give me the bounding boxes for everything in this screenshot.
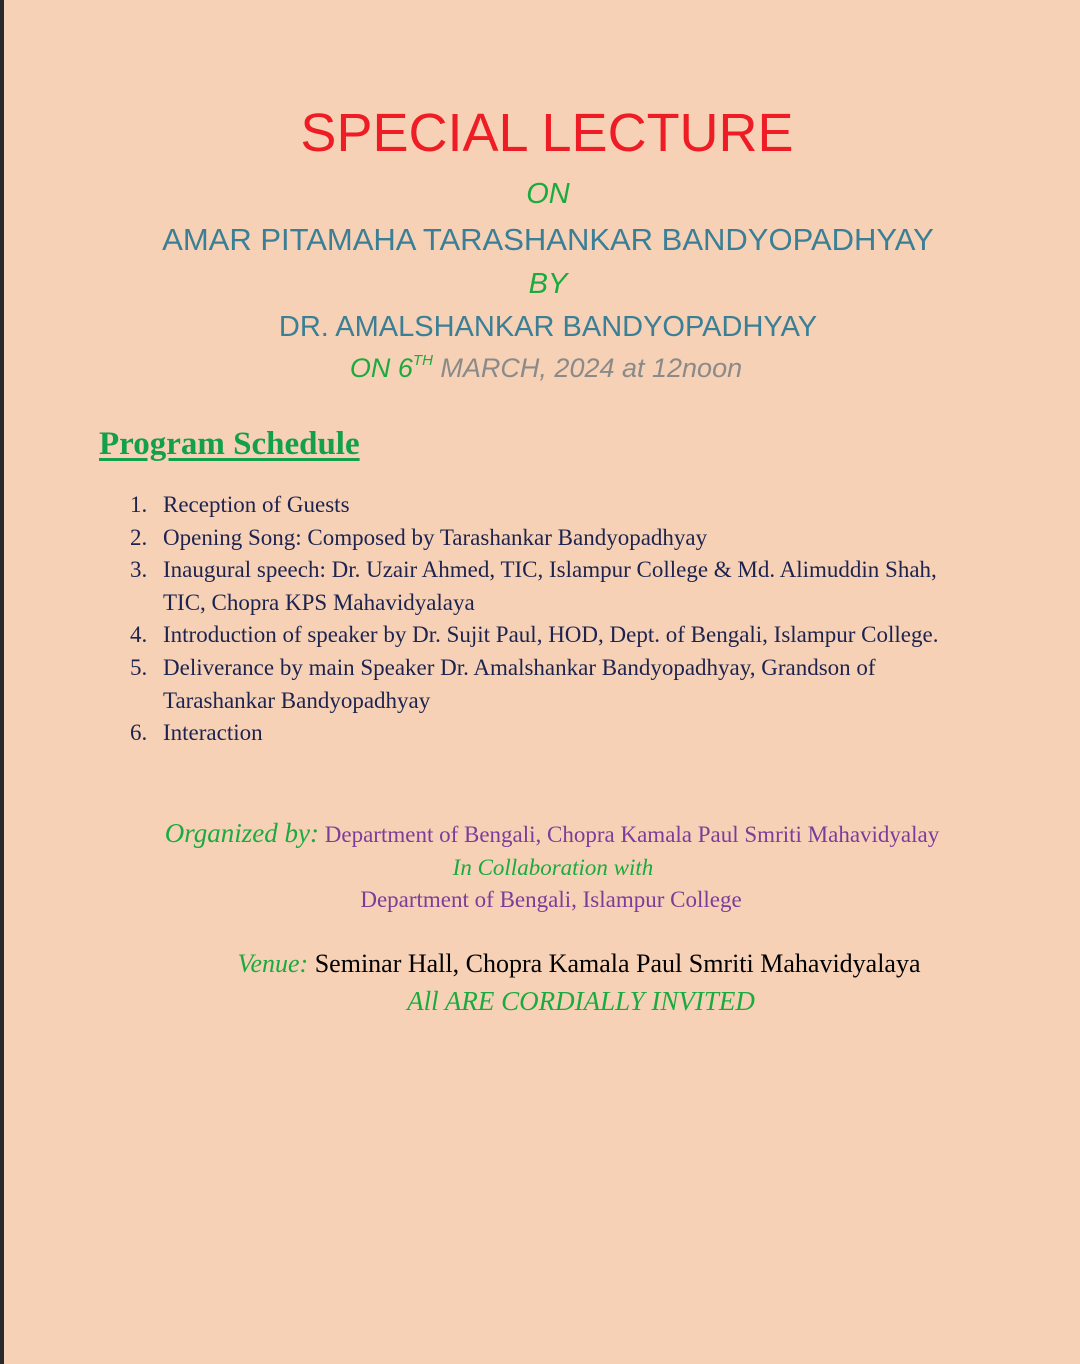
invitation-line: All ARE CORDIALLY INVITED	[407, 986, 755, 1016]
list-item	[130, 652, 950, 717]
list-item-text: Reception of Guests	[163, 492, 350, 517]
event-date	[0, 353, 1080, 384]
date-rest: MARCH, 2024 at 12noon	[432, 353, 743, 383]
list-item-number: 1.	[130, 492, 148, 517]
list-item-text: Interaction	[163, 720, 263, 746]
on-connector: ON	[526, 178, 570, 210]
list-item-text: Deliverance by main Speaker Dr. Amalshankar Bandyopadhyay, Grandson of Tarashankar Bandyopadhyay	[163, 654, 876, 713]
list-item	[130, 717, 950, 750]
collaboration-line: In Collaboration with	[452, 855, 654, 880]
list-item	[130, 522, 950, 555]
list-item	[130, 489, 950, 522]
list-item-number: 4.	[130, 622, 148, 648]
list-item-number: 3.	[130, 557, 148, 583]
venue-line	[0, 949, 1080, 979]
list-item-number: 5.	[130, 654, 148, 680]
program-schedule-heading: Program Schedule	[99, 426, 360, 462]
list-item	[130, 554, 950, 619]
list-item	[130, 619, 950, 652]
date-prefix: ON 6	[349, 353, 413, 383]
list-item-number: 2.	[130, 524, 148, 550]
speaker-name: DR. AMALSHANKAR BANDYOPADHYAY	[278, 311, 818, 343]
organizer-name: Department of Bengali, Chopra Kamala Paul Smriti Mahavidyalay	[319, 822, 940, 847]
venue-label: Venue:	[237, 949, 309, 978]
organized-by-line	[0, 818, 1080, 849]
venue-name: Seminar Hall, Chopra Kamala Paul Smriti Mahavidyalaya	[308, 949, 921, 978]
list-item-text: Opening Song: Composed by Tarashankar Bandyopadhyay	[163, 524, 708, 550]
list-item-text: Inaugural speech: Dr. Uzair Ahmed, TIC, Islampur College & Md. Alimuddin Shah, TIC, Chopra KPS Mahavidyalaya	[163, 557, 937, 615]
event-title: SPECIAL LECTURE	[300, 103, 794, 163]
date-ordinal: TH	[412, 352, 433, 369]
by-connector: BY	[528, 268, 568, 300]
organized-by-label: Organized by:	[164, 818, 320, 848]
partner-name: Department of Bengali, Islampur College	[360, 887, 742, 912]
lecture-subject: AMAR PITAMAHA TARASHANKAR BANDYOPADHYAY	[162, 222, 934, 257]
list-item-text: Introduction of speaker by Dr. Sujit Paul, HOD, Dept. of Bengali, Islampur College.	[163, 622, 939, 648]
program-schedule-list	[130, 489, 950, 750]
list-item-number: 6.	[130, 720, 148, 746]
